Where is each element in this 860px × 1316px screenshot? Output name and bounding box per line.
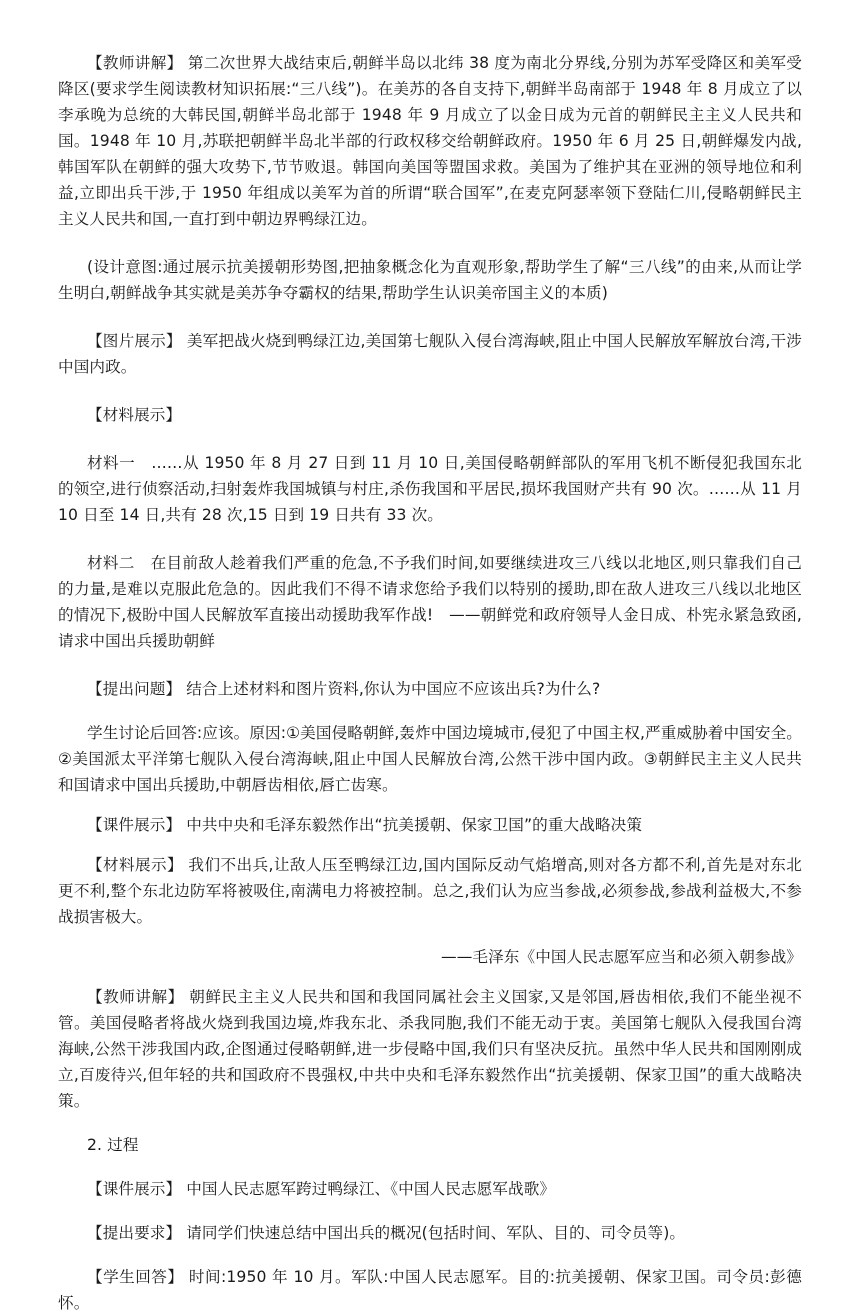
section-tag: 【课件展示】 — [87, 1180, 182, 1198]
paragraph-text: 我们不出兵,让敌人压至鸭绿江边,国内国际反动气焰增高,则对各方都不利,首先是对东北更不利,整个东北边防军将被吸住,南满电力将被控制。总之,我们认为应当参战,必须参战,参战利益极大,不参战损害极大。 — [58, 856, 802, 926]
paragraph-material-display-heading — [58, 402, 802, 428]
paragraph-text: 美军把战火烧到鸭绿江边,美国第七舰队入侵台湾海峡,阻止中国人民解放军解放台湾,干涉中国内政。 — [58, 332, 802, 376]
paragraph-raise-question — [58, 676, 802, 702]
section-tag: 【图片展示】 — [87, 332, 182, 350]
paragraph-teacher-explanation-1 — [58, 50, 802, 232]
section-tag: 【教师讲解】 — [87, 54, 183, 72]
section-tag: 【材料展示】 — [87, 406, 182, 424]
paragraph-material-display-quote — [58, 852, 802, 930]
paragraph-material-one — [58, 450, 802, 528]
paragraph-text: 2. 过程 — [87, 1136, 139, 1154]
paragraph-text: 中共中央和毛泽东毅然作出“抗美援朝、保家卫国”的重大战略决策 — [181, 816, 643, 834]
paragraph-text: 材料一 ……从 1950 年 8 月 27 日到 11 月 10 日,美国侵略朝鲜部队的军用飞机不断侵犯我国东北的领空,进行侦察活动,扫射轰炸我国城镇与村庄,杀伤我国和平居民,损坏我国财产共有 90 次。……从 11 月 10 日至 14 日,共有 28 次,15 日到 19 日共有 33 次。 — [58, 454, 802, 524]
section-tag: 【材料展示】 — [87, 856, 184, 874]
section-tag: 【学生回答】 — [87, 1268, 184, 1286]
paragraph-teacher-explanation-2 — [58, 984, 802, 1114]
paragraph-student-answer-summary — [58, 1264, 802, 1316]
paragraph-student-answer-reasons — [58, 720, 802, 798]
paragraph-text: ——毛泽东《中国人民志愿军应当和必须入朝参战》 — [441, 948, 802, 966]
paragraph-text: 请同学们快速总结中国出兵的概况(包括时间、军队、目的、司令员等)。 — [181, 1224, 686, 1242]
section-tag: 【教师讲解】 — [87, 988, 184, 1006]
paragraph-text: 结合上述材料和图片资料,你认为中国应不应该出兵?为什么? — [181, 680, 601, 698]
paragraph-text: 朝鲜民主主义人民共和国和我国同属社会主义国家,又是邻国,唇齿相依,我们不能坐视不管。美国侵略者将战火烧到我国边境,炸我东北、杀我同胞,我们不能无动于衷。美国第七舰队入侵我国台湾海峡,公然干涉我国内政,企图通过侵略朝鲜,进一步侵略中国,我们只有坚决反抗。虽然中华人民共和国刚刚成立,百废待兴,但年轻的共和国政府不畏强权,中共中央和毛泽东毅然作出“抗美援朝、保家卫国”的重大战略决策。 — [58, 988, 802, 1110]
paragraph-courseware-display-2 — [58, 1176, 802, 1202]
section-heading-process — [58, 1132, 802, 1158]
section-tag: 【提出要求】 — [87, 1224, 182, 1242]
paragraph-material-two — [58, 550, 802, 654]
section-tag: 【提出问题】 — [87, 680, 182, 698]
paragraph-text: 时间:1950 年 10 月。军队:中国人民志愿军。目的:抗美援朝、保家卫国。司令员:彭德怀。 — [58, 1268, 802, 1312]
paragraph-design-intent — [58, 254, 802, 306]
paragraph-text: 学生讨论后回答:应该。原因:①美国侵略朝鲜,轰炸中国边境城市,侵犯了中国主权,严重威胁着中国安全。②美国派太平洋第七舰队入侵台湾海峡,阻止中国人民解放台湾,公然干涉中国内政。③朝鲜民主主义人民共和国请求中国出兵援助,中朝唇齿相依,唇亡齿寒。 — [58, 724, 802, 794]
paragraph-raise-requirement — [58, 1220, 802, 1246]
quote-source — [58, 944, 802, 970]
paragraph-picture-display — [58, 328, 802, 380]
paragraph-courseware-display-1 — [58, 812, 802, 838]
paragraph-text: 中国人民志愿军跨过鸭绿江、《中国人民志愿军战歌》 — [181, 1180, 556, 1198]
paragraph-text: 材料二 在目前敌人趁着我们严重的危急,不予我们时间,如要继续进攻三八线以北地区,则只靠我们自己的力量,是难以克服此危急的。因此我们不得不请求您给予我们以特别的援助,即在敌人进攻三八线以北地区的情况下,极盼中国人民解放军直接出动援助我军作战! ——朝鲜党和政府领导人金日成、朴宪永紧急致函,请求中国出兵援助朝鲜 — [58, 554, 802, 650]
paragraph-text: (设计意图:通过展示抗美援朝形势图,把抽象概念化为直观形象,帮助学生了解“三八线”的由来,从而让学生明白,朝鲜战争其实就是美苏争夺霸权的结果,帮助学生认识美帝国主义的本质) — [58, 258, 802, 302]
section-tag: 【课件展示】 — [87, 816, 182, 834]
paragraph-text: 第二次世界大战结束后,朝鲜半岛以北纬 38 度为南北分界线,分别为苏军受降区和美军受降区(要求学生阅读教材知识拓展:“三八线”)。在美苏的各自支持下,朝鲜半岛南部于 1948 年 8 月成立了以李承晚为总统的大韩民国,朝鲜半岛北部于 1948 年 9 月成立了以金日成为元首的朝鲜民主主义人民共和国。1948 年 10 月,苏联把朝鲜半岛北半部的行政权移交给朝鲜政府。1950 年 6 月 25 日,朝鲜爆发内战,韩国军队在朝鲜的强大攻势下,节节败退。韩国向美国等盟国求救。美国为了维护其在亚洲的领导地位和利益,立即出兵干涉,于 1950 年组成以美军为首的所谓“联合国军”,在麦克阿瑟率领下登陆仁川,侵略朝鲜民主主义人民共和国,一直打到中朝边界鸭绿江边。 — [58, 54, 802, 228]
